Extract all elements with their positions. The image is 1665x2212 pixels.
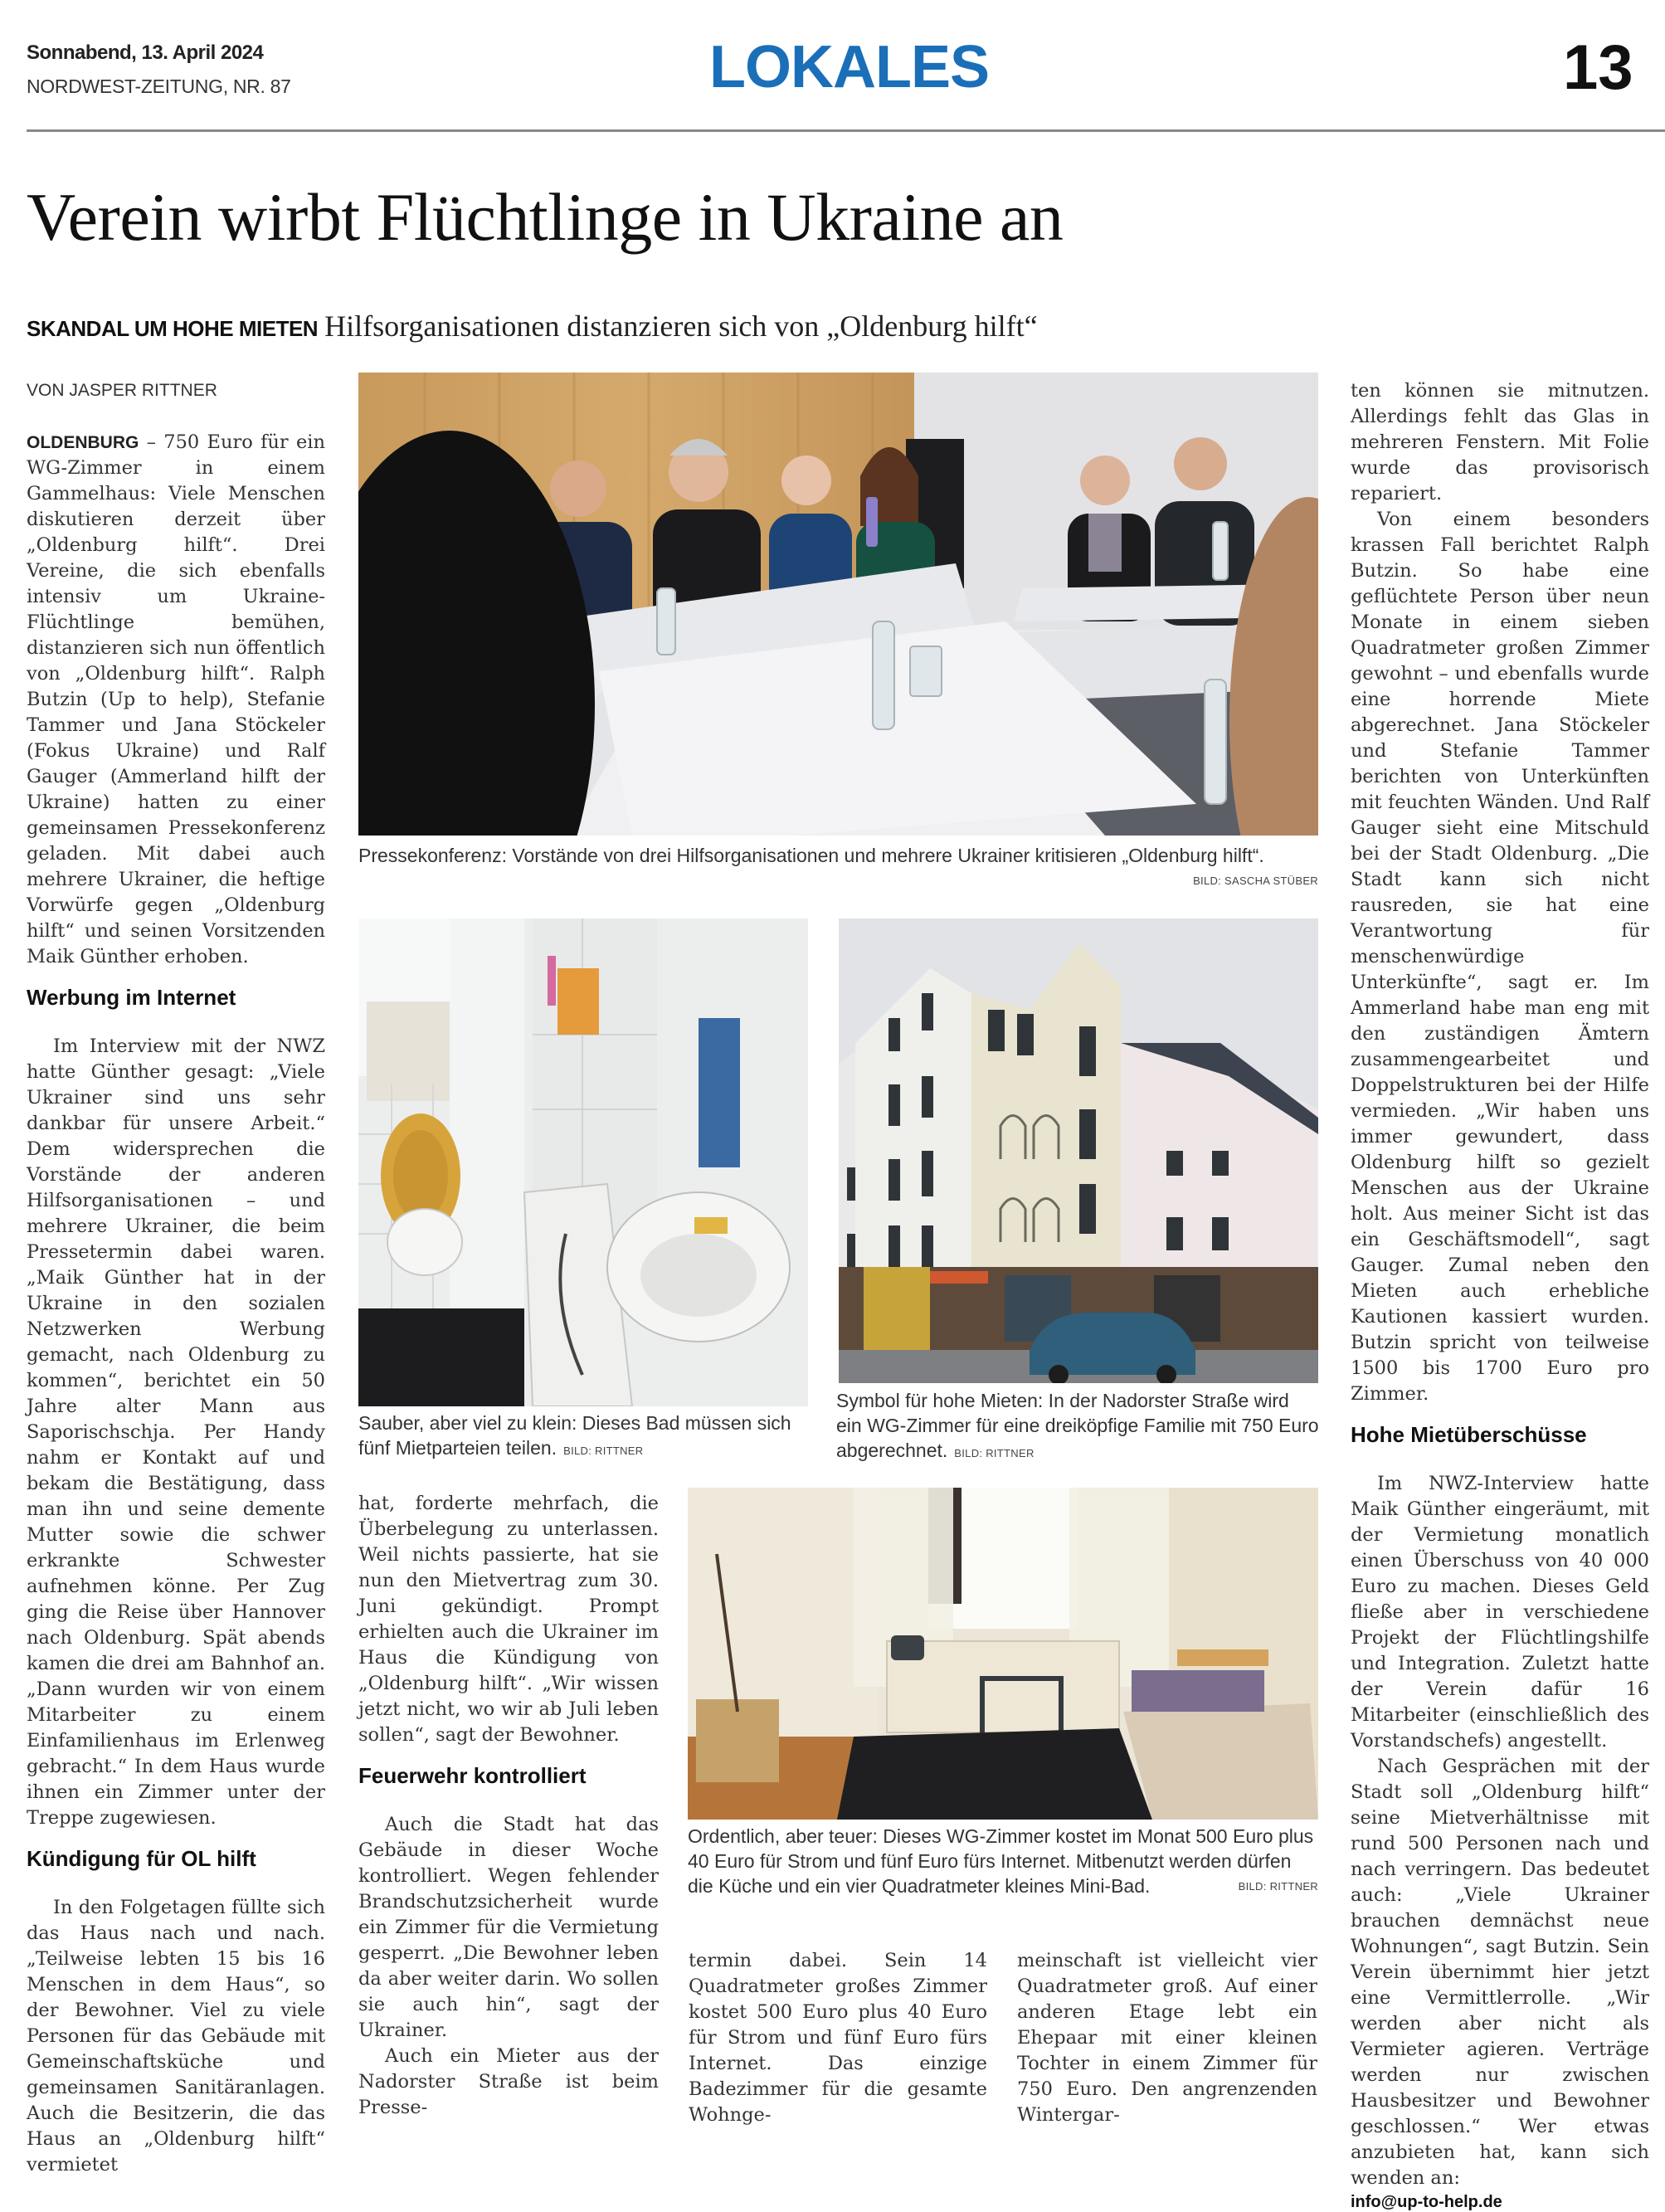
paragraph: Im Interview mit der NWZ hatte Günther gesagt: „Viele Ukrainer sind uns sehr dankbar für unsere Arbeit.“ Dem widersprechen die Vorstände der anderen Hilfsorganisationen – und mehrere Ukrainer, die beim Pressetermin dabei waren. „Maik Günther hat in der Ukraine in den sozialen Netzwerken Werbung gemacht, nach Oldenburg zu kommen“, berichtet ein 50 Jahre alter Mann aus Saporischschja. Per Handy nahm er Kontakt auf und bekam die Bestätigung, dass man ihn und seine demente Mutter sowie die schwer erkrankte Schwester aufnehmen könne. Per Zug ging die Reise über Hannover nach Oldenburg. Spät abends kamen die drei am Bahnhof an. „Dann wurden wir von einem Mitarbeiter zu einem Einfamilienhaus im Erlenweg gebracht.“ In dem Haus wurde ihnen ein Zimmer unter der Treppe zugewiesen. [27,1035,325,1829]
paragraph: Auch die Stadt hat das Gebäude in dieser Woche kontrolliert. Wegen fehlender Brandschutzsicherheit wurde ein Zimmer für die Vermietung gesperrt. „Die Bewohner leben da aber weiter darin. Wo sollen sie auch hin“, sagt der Ukrainer. [358,1814,659,2041]
caption-text: Pressekonferenz: Vorstände von drei Hilfsorganisationen und mehrere Ukrainer kritisieren „Oldenburg hilft“. [358,845,1264,866]
paragraph: Von einem besonders krassen Fall berichtet Ralph Butzin. So habe eine geflüchtete Person über neun Monate in einem sieben Quadratmeter großen Zimmer gewohnt – und ebenfalls wurde eine horrende Miete abgerechnet. Jana Stöckeler und Stefanie Tammer berichten von Unterkünften mit feuchten Wänden. Und Ralf Gauger sieht eine Mitschuld bei der Stadt Oldenburg. „Die Stadt kann sich nicht rausreden, sie hat eine Verantwortung für menschenwürdige Unterkünfte“, sagt er. Im Ammerland habe man eng mit den zuständigen Ämtern zusammengearbeitet und Doppelstrukturen bei der Hilfe vermieden. „Wir haben uns immer gewundert, dass Oldenburg hilft so gezielt Menschen aus der Ukraine holt. Aus meiner Sicht ist das ein Geschäftsmodell“, sagt Gauger. Zumal neben den Mieten auch erhebliche Kautionen kassiert wurden. Butzin spricht von teilweise 1500 bis 1700 Euro pro Zimmer. [1351,509,1649,1405]
article-column-4 [1351,378,1649,2212]
caption-wg-room [688,1824,1318,1898]
photo-credit: BILD: RITTNER [954,1447,1035,1459]
caption-bathroom [358,1411,808,1460]
paragraph: In den Folgetagen füllte sich das Haus nach und nach. „Teilweise lebten 15 bis 16 Menschen in dem Haus“, so der Bewohner. Viel zu viele Personen für das Gebäude mit Gemeinschaftsküche und gemeinsamen Sanitäranlagen. Auch die Besitzerin, die das Haus an „Oldenburg hilft“ vermietet [27,1897,325,2175]
paragraph: hat, forderte mehrfach, die Überbelegung zu unterlassen. Weil nichts passierte, hat sie nun den Mietvertrag zum 30. Juni gekündigt. Prompt erhielten auch die Ukrainer im Haus die Kündigung von „Oldenburg hilft“. „Wir wissen jetzt nicht, wo wir ab Juli leben sollen“, sagt der Bewohner. [358,1493,659,1746]
bathroom-image [358,918,808,1406]
press-conference-image [358,373,1318,836]
caption-press-conference [358,843,1318,887]
photo-credit: BILD: SASCHA STÜBER [1193,875,1318,887]
subheadline [27,309,1038,343]
masthead-divider [27,129,1665,132]
photo-wg-room [688,1488,1318,1820]
caption-building [836,1388,1319,1463]
paragraph: termin dabei. Sein 14 Quadratmeter großes Zimmer kostet 500 Euro plus 40 Euro für Strom und fünf Euro fürs Internet. Das einzige Badezimmer für die gesamte Wohnge- [689,1950,987,2126]
paragraph: ten können sie mitnutzen. Allerdings fehlt das Glas in mehreren Fenstern. Mit Folie wurde das provisorisch repariert. [1351,380,1649,504]
caption-text: Sauber, aber viel zu klein: Dieses Bad müssen sich fünf Mietparteien teilen. [358,1412,791,1459]
lead-text: – 750 Euro für ein WG-Zimmer in einem Gammelhaus: Viele Menschen diskutieren derzeit über „Oldenburg hilft“. Drei Vereine, die sich ebenfalls intensiv um Ukraine-Flüchtlinge bemühen, distanzieren sich nun öffentlich von „Oldenburg hilft“. Ralph Butzin (Up to help), Stefanie Tammer und Jana Stöckeler (Fokus Ukraine) und Ralf Gauger (Ammerland hilft der Ukraine) hatten zu einer gemeinsamen Pressekonferenz geladen. Mit dabei auch mehrere Ukrainer, die heftige Vorwürfe gegen „Oldenburg hilft“ und seinen Vorsitzenden Maik Günther erhoben. [27,431,325,967]
subheading-mietueberschuesse: Hohe Mietüberschüsse [1351,1422,1587,1447]
subheading-kuendigung: Kündigung für OL hilft [27,1846,256,1871]
photo-credit: BILD: RITTNER [1238,1880,1318,1893]
lead-paragraph [27,430,325,970]
paragraph: meinschaft ist vielleicht vier Quadratmeter groß. Auf einer anderen Etage lebt ein Ehepaar mit einer kleinen Tochter in einem Zimmer für 750 Euro. Den angrenzenden Wintergar- [1017,1950,1317,2126]
contact-email-link[interactable]: info@up-to-help.de [1351,2193,1502,2211]
kicker: SKANDAL UM HOHE MIETEN [27,316,319,341]
section-title: LOKALES [709,34,990,100]
paragraph: Auch ein Mieter aus der Nadorster Straße ist beim Presse- [358,2045,659,2118]
article-column-3a [689,1948,987,2128]
byline: VON JASPER RITTNER [27,381,217,400]
dateline: OLDENBURG [27,433,139,452]
building-image [839,918,1318,1383]
article-column-3b [1017,1948,1317,2128]
caption-text: Ordentlich, aber teuer: Dieses WG-Zimmer kostet im Monat 500 Euro plus 40 Euro für Strom und fünf Euro fürs Internet. Mitbenutzt werden dürfen die Küche und ein vier Quadratmeter kleines Mini-Bad. [688,1825,1314,1897]
newspaper-name: NORDWEST-ZEITUNG, NR. 87 [27,76,291,97]
page-number: 13 [1563,32,1633,103]
article-column-2 [358,1491,659,2121]
wg-room-image [688,1488,1318,1820]
photo-credit: BILD: RITTNER [563,1445,644,1457]
article-column-1 [27,430,325,2178]
issue-date: Sonnabend, 13. April 2024 [27,41,264,64]
headline: Verein wirbt Flüchtlinge in Ukraine an [27,179,1064,255]
photo-bathroom [358,918,808,1406]
paragraph: Nach Gesprächen mit der Stadt soll „Oldenburg hilft“ seine Mietverhältnisse mit rund 500 Personen nach und nach verringern. Das bedeutet auch: „Viele Ukrainer brauchen demnächst neue Wohnungen“, sagt Butzin. Sein Verein übernimmt hier jetzt eine Vermittlerrolle. „Wir werden aber nicht als Vermieter agieren. Verträge werden nur zwischen Hausbesitzer und Bewohner geschlossen.“ Wer etwas anzubieten hat, kann sich wenden an: [1351,1756,1649,2189]
subheading-werbung: Werbung im Internet [27,985,236,1010]
photo-building [839,918,1318,1383]
subheading-feuerwehr: Feuerwehr kontrolliert [358,1763,587,1788]
paragraph: Im NWZ-Interview hatte Maik Günther eingeräumt, mit der Vermietung monatlich einen Überschuss von 40 000 Euro zu machen. Dieses Geld fließe aber in verschiedene Projekt der Flüchtlingshilfe und Integration. Zuletzt hatte der Verein dafür 16 Mitarbeiter (einschließlich des Vorstandschefs) angestellt. [1351,1473,1649,1752]
subtitle: Hilfsorganisationen distanzieren sich von „Oldenburg hilft“ [324,309,1038,343]
photo-press-conference [358,373,1318,836]
caption-text: Symbol für hohe Mieten: In der Nadorster Straße wird ein WG-Zimmer für eine dreiköpfige Familie mit 750 Euro abgerechnet. [836,1390,1319,1461]
